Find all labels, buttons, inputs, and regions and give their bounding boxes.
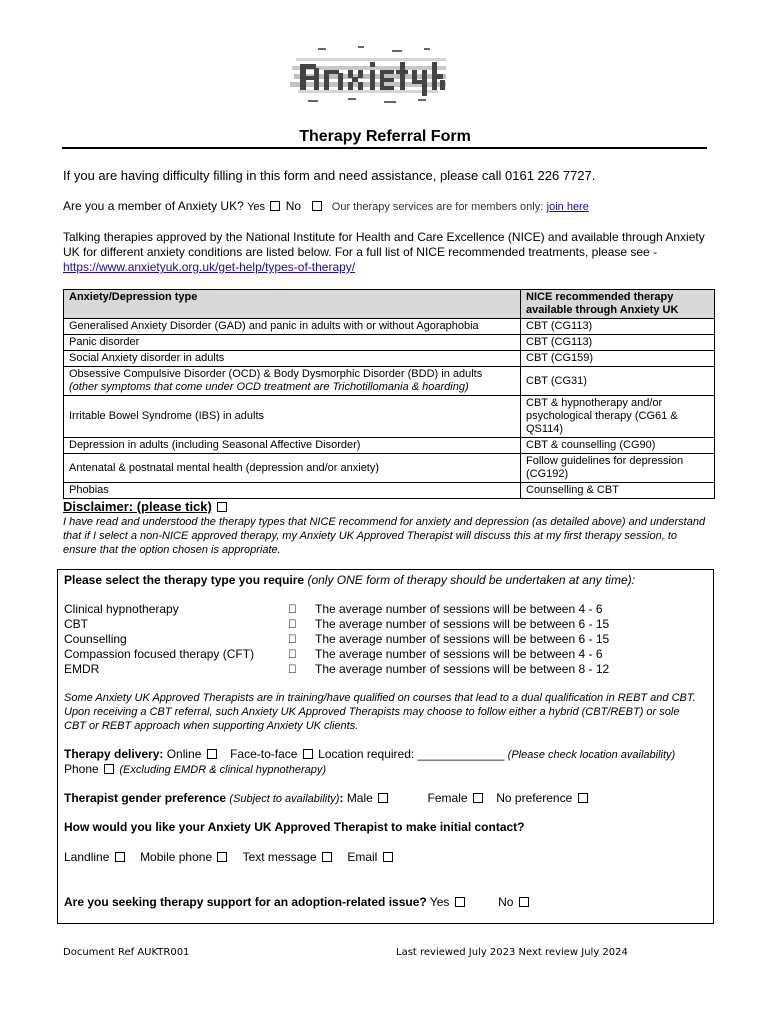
anxiety-uk-logo — [288, 44, 450, 106]
condition-cell: Antenatal & postnatal mental health (depression and/or anxiety) — [64, 454, 521, 483]
delivery-location-note: (Please check location availability) — [507, 749, 676, 761]
contact-landline-checkbox[interactable] — [115, 852, 125, 862]
table-row — [64, 396, 715, 438]
therapy-option-counselling[interactable]: Counselling — [64, 632, 127, 646]
gender-none-label: No preference — [496, 791, 573, 805]
contact-text-checkbox[interactable] — [322, 852, 332, 862]
therapy-cell: CBT & counselling (CG90) — [521, 438, 715, 454]
condition-cell: Depression in adults (including Seasonal Affective Disorder) — [64, 438, 521, 454]
delivery-label: Therapy delivery: — [64, 747, 164, 761]
intro-paragraph — [63, 230, 708, 275]
adoption-row — [64, 895, 531, 910]
table-row — [64, 335, 715, 351]
gender-note: (Subject to availability) — [229, 793, 340, 805]
delivery-online-label: Online — [166, 747, 202, 761]
join-here-link[interactable]: join here — [546, 201, 589, 213]
rebt-note: Some Anxiety UK Approved Therapists are in training/have qualified on courses that lead to a dual qualification in REBT and CBT. Upon receiving a CBT referral, such Anxiety UK Approved Therapists may choose to follow either a hybrid (CBT/REBT) or sole CBT or REBT approach when supporting Anxiety UK clients. — [64, 692, 696, 732]
form-title: Therapy Referral Form — [299, 128, 471, 145]
contact-question: How would you like your Anxiety UK Approved Therapist to make initial contact? — [64, 820, 525, 834]
footer-doc-ref: Document Ref AUKTR001 — [63, 947, 190, 958]
table-row — [64, 454, 715, 483]
gender-row — [64, 791, 709, 807]
adoption-yes-label: Yes — [429, 895, 450, 909]
delivery-face-label: Face-to-face — [230, 747, 298, 761]
table-header-type: Anxiety/Depression type — [64, 290, 521, 319]
member-yes-label: Yes — [247, 201, 266, 213]
member-yes-checkbox[interactable] — [270, 201, 280, 211]
gender-colon: : — [339, 791, 344, 805]
therapy-option-cft[interactable]: Compassion focused therapy (CFT) — [64, 647, 255, 661]
condition-cell — [64, 367, 521, 396]
table-header-therapy: NICE recommended therapy available through Anxiety UK — [521, 290, 715, 319]
delivery-phone-checkbox[interactable] — [104, 764, 114, 774]
adoption-no-checkbox[interactable] — [519, 897, 529, 907]
contact-landline-label: Landline — [64, 850, 110, 864]
intro-text: Talking therapies approved by the National Institute for Health and Care Excellence (NICE) and available through Anxiety UK for different anxiety conditions are listed below. For a full list of NICE recommended treatments, please see - — [63, 230, 705, 259]
member-no-checkbox[interactable] — [312, 201, 322, 211]
condition-cell: Social Anxiety disorder in adults — [64, 351, 521, 367]
therapy-select-label: Please select the therapy type you require — [64, 573, 305, 587]
gender-male-label: Male — [346, 791, 373, 805]
therapy-option-cbt[interactable]: CBT — [64, 617, 88, 631]
delivery-online-checkbox[interactable] — [207, 749, 217, 759]
session-info: The average number of sessions will be between 6 - 15 — [315, 617, 610, 631]
table-row — [64, 319, 715, 335]
condition-note: (other symptoms that come under OCD treatment are Trichotillomania & hoarding) — [69, 381, 469, 393]
table-row — [64, 438, 715, 454]
delivery-phone-row — [64, 762, 326, 778]
disclaimer-heading-row — [63, 499, 229, 514]
therapy-cell: CBT (CG31) — [521, 367, 715, 396]
therapy-cell: CBT & hypnotherapy and/or psychological therapy (CG61 & QS114) — [521, 396, 715, 438]
therapy-option-hypnotherapy[interactable]: Clinical hypnotherapy — [64, 602, 179, 616]
condition-text: Obsessive Compulsive Disorder (OCD) & Body Dysmorphic Disorder (BDD) in adults — [69, 368, 483, 380]
option-bullet-glyph[interactable] — [288, 617, 297, 632]
therapy-option-emdr[interactable]: EMDR — [64, 662, 100, 676]
adoption-yes-checkbox[interactable] — [455, 897, 465, 907]
contact-mobile-checkbox[interactable] — [217, 852, 227, 862]
delivery-location[interactable]: Location required: _____________ — [318, 747, 505, 761]
disclaimer-heading: Disclaimer: (please tick) — [63, 499, 212, 514]
contact-mobile-label: Mobile phone — [140, 850, 213, 864]
therapy-option-list — [64, 602, 254, 677]
membership-row — [63, 199, 589, 215]
table-row — [64, 351, 715, 367]
therapy-options-frame — [57, 569, 714, 924]
option-bullet-glyph[interactable] — [288, 602, 297, 617]
condition-cell: Irritable Bowel Syndrome (IBS) in adults — [64, 396, 521, 438]
therapy-cell: CBT (CG159) — [521, 351, 715, 367]
table-row — [64, 483, 715, 499]
therapy-cell: Follow guidelines for depression (CG192) — [521, 454, 715, 483]
condition-cell: Panic disorder — [64, 335, 521, 351]
session-info: The average number of sessions will be between 4 - 6 — [315, 647, 603, 661]
disclaimer-text: I have read and understood the therapy types that NICE recommend for anxiety and depression (as detailed above) and understand that if I select a non-NICE approved therapy, my Anxiety UK Approved Therapist will discuss this at my first therapy session, to ensure that the option chosen is appropriate. — [63, 516, 706, 556]
therapy-cell: Counselling & CBT — [521, 483, 715, 499]
option-bullet-glyph[interactable] — [288, 662, 297, 677]
delivery-face-checkbox[interactable] — [303, 749, 313, 759]
membership-note: Our therapy services are for members only: — [331, 201, 544, 213]
therapy-select-row — [64, 573, 635, 588]
gender-label: Therapist gender preference — [64, 791, 227, 805]
disclaimer-checkbox[interactable] — [217, 502, 227, 512]
contact-text-label: Text message — [242, 850, 317, 864]
contact-options-row — [64, 850, 395, 865]
membership-question: Are you a member of Anxiety UK? — [63, 199, 244, 213]
gender-female-checkbox[interactable] — [473, 793, 483, 803]
table-row — [64, 367, 715, 396]
table-header-row — [64, 290, 715, 319]
therapy-cell: CBT (CG113) — [521, 319, 715, 335]
adoption-no-label: No — [498, 895, 514, 909]
option-bullet-glyph[interactable] — [288, 647, 297, 662]
therapy-select-note: (only ONE form of therapy should be undertaken at any time): — [307, 573, 635, 587]
delivery-row — [64, 747, 709, 763]
title-rule — [62, 147, 707, 149]
option-bullet-glyph[interactable] — [288, 632, 297, 647]
contact-email-label: Email — [347, 850, 378, 864]
condition-cell: Phobias — [64, 483, 521, 499]
session-info: The average number of sessions will be between 4 - 6 — [315, 602, 603, 616]
contact-email-checkbox[interactable] — [383, 852, 393, 862]
delivery-phone-note: (Excluding EMDR & clinical hypnotherapy) — [119, 764, 327, 776]
nice-therapy-table — [63, 289, 715, 499]
help-text: If you are having difficulty filling in this form and need assistance, please call 0161 226 7727. — [63, 168, 596, 183]
session-info: The average number of sessions will be between 8 - 12 — [315, 662, 610, 676]
member-no-label: No — [285, 199, 302, 213]
condition-cell: Generalised Anxiety Disorder (GAD) and panic in adults with or without Agoraphobia — [64, 319, 521, 335]
therapy-option-bullets — [288, 602, 297, 677]
gender-female-label: Female — [427, 791, 468, 805]
gender-male-checkbox[interactable] — [378, 793, 388, 803]
footer-review-date: Last reviewed July 2023 Next review July 2024 — [396, 947, 628, 958]
session-info: The average number of sessions will be between 6 - 15 — [315, 632, 610, 646]
adoption-question: Are you seeking therapy support for an adoption-related issue? — [64, 895, 427, 909]
delivery-phone-label: Phone — [64, 762, 99, 776]
therapy-cell: CBT (CG113) — [521, 335, 715, 351]
session-info-list — [315, 602, 609, 677]
gender-none-checkbox[interactable] — [578, 793, 588, 803]
therapy-types-link[interactable]: https://www.anxietyuk.org.uk/get-help/types-of-therapy/ — [63, 260, 356, 274]
